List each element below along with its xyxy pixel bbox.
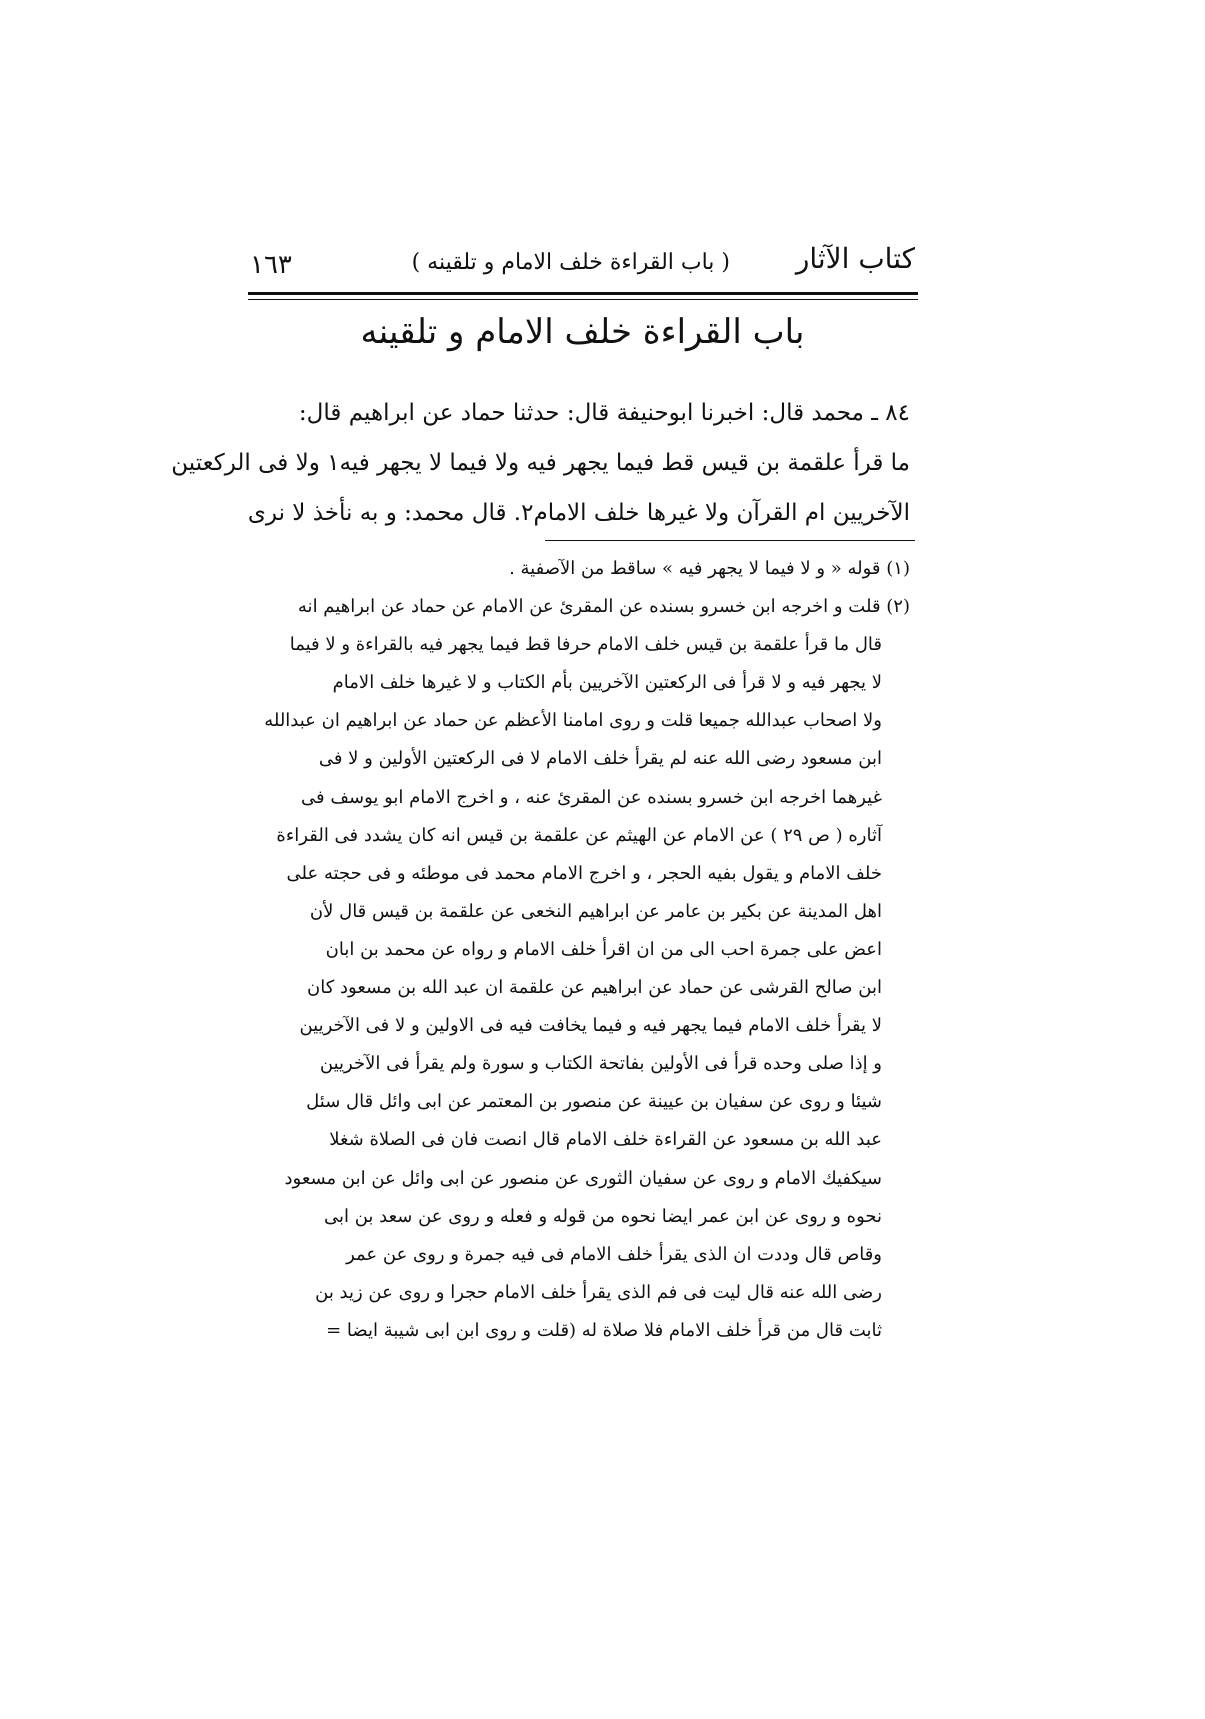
header-rule-thick (248, 292, 918, 295)
footnote-line: ابن صالح القرشى عن حماد عن ابراهيم عن علقمة ان عبد الله بن مسعود كان (307, 977, 882, 999)
footnote-line: قال ما قرأ علقمة بن قيس خلف الامام حرفا قط فيما يجهر فيه بالقراءة و لا فيما (289, 634, 882, 656)
page-number: ١٦٣ (250, 250, 292, 280)
footnotes (258, 550, 910, 1350)
footnote-line: ثابت قال من قرأ خلف الامام فلا صلاة له (قلت و روى ابن ابى شيبة ايضا = (326, 1319, 882, 1341)
chapter-title: باب القراءة خلف الامام و تلقينه (360, 312, 805, 352)
footnote-line: ابن مسعود رضى الله عنه لم يقرأ خلف الامام لا فى الركعتين الأولين و لا فى (318, 748, 882, 770)
main-text-line: ٨٤ ـ محمد قال: اخبرنا ابوحنيفة قال: حدثنا حماد عن ابراهيم قال: (298, 400, 910, 426)
footnote-line: اعض على جمرة احب الى من ان اقرأ خلف الامام و رواه عن محمد بن ابان (325, 938, 882, 960)
footnote-line: وقاص قال وددت ان الذى يقرأ خلف الامام فى فيه جمرة و روى عن عمر (346, 1243, 882, 1265)
footnote-line: نحوه و روى عن ابن عمر ايضا نحوه من قوله و فعله و روى عن سعد بن ابى (323, 1205, 882, 1227)
footnote-line: لا يقرأ خلف الامام فيما يجهر فيه و فيما يخافت فيه فى الاولين و لا فى الآخريين (299, 1015, 882, 1037)
running-header (250, 228, 915, 288)
main-text (171, 388, 910, 538)
footnote-line: غيرهما اخرجه ابن خسرو بسنده عن المقرئ عنه ، و اخرج الامام ابو يوسف فى (301, 786, 882, 808)
footnote-line: شيئا و روى عن سفيان بن عيينة عن منصور بن المعتمر عن ابى وائل قال سئل (306, 1091, 882, 1113)
footnote-line: (٢) قلت و اخرجه ابن خسرو بسنده عن المقرئ عن الامام عن حماد عن ابراهيم انه (297, 596, 910, 618)
footnote-line: (١) قوله « و لا فيما لا يجهر فيه » ساقط من الآصفية . (509, 558, 910, 579)
footnote-line: خلف الامام و يقول بفيه الحجر ، و اخرج الامام محمد فى موطئه و فى حجته على (286, 862, 882, 884)
footnote-line: ولا اصحاب عبدالله جميعا قلت و روى امامنا الأعظم عن حماد عن ابراهيم ان عبدالله (264, 710, 882, 732)
footnote-line: و إذا صلى وحده قرأ فى الأولين بفاتحة الكتاب و سورة ولم يقرأ فى الآخريين (319, 1053, 882, 1075)
footnote-line: عبد الله بن مسعود عن القراءة خلف الامام قال انصت فان فى الصلاة شغلا (329, 1129, 882, 1151)
footnote-line: رضى الله عنه قال ليت فى فم الذى يقرأ خلف الامام حجرا و روى عن زيد بن (315, 1281, 882, 1303)
footnote-line: سيكفيك الامام و روى عن سفيان الثورى عن منصور عن ابى وائل عن ابن مسعود (284, 1167, 882, 1189)
footnote-line: اهل المدينة عن بكير بن عامر عن ابراهيم النخعى عن علقمة بن قيس قال لأن (309, 900, 882, 922)
footnote-line: آثاره ( ص ٢٩ ) عن الامام عن الهيثم عن علقمة بن قيس انه كان يشدد فى القراءة (276, 824, 882, 846)
footnote-line: لا يجهر فيه و لا قرأ فى الركعتين الآخريين بأم الكتاب و لا غيرها خلف الامام (332, 672, 882, 694)
running-chapter-title: ( باب القراءة خلف الامام و تلقينه ) (411, 250, 730, 275)
header-rule-thin (248, 299, 918, 300)
footnote-separator (545, 540, 915, 541)
book-title: كتاب الآثار (795, 242, 915, 275)
main-text-line: الآخريين ام القرآن ولا غيرها خلف الامام٢. قال محمد: و به نأخذ لا نرى (247, 500, 910, 526)
main-text-line: ما قرأ علقمة بن قيس قط فيما يجهر فيه ولا فيما لا يجهر فيه١ ولا فى الركعتين (171, 450, 910, 476)
